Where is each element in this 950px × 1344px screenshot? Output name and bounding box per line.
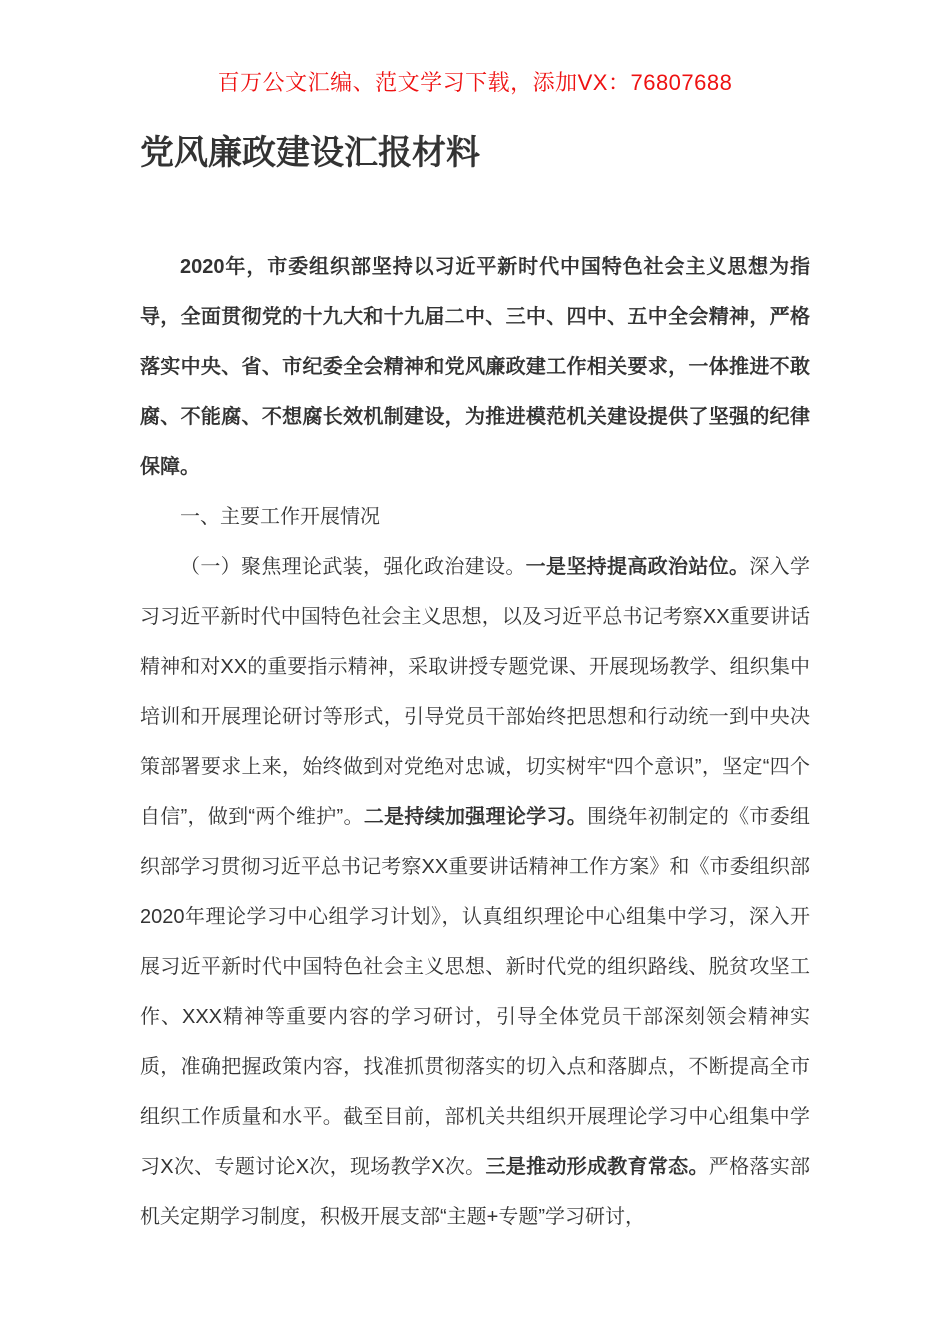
text-run: 严格落实部机关定期学习制度，积极开展支部“主题+专题”学习研讨， <box>140 1156 811 1228</box>
document-body <box>140 242 810 1242</box>
paragraph <box>140 542 810 1242</box>
text-run: 2020年，市委组织部坚持以习近平新时代中国特色社会主义思想为指导，全面贯彻党的十九大和十九届二中、三中、四中、五中全会精神，严格落实中央、省、市纪委全会精神和党风廉政建工作相关要求，一体推进不敢腐、不能腐、不想腐长效机制建设，为推进模范机关建设提供了坚强的纪律保障。 <box>140 256 810 478</box>
paragraph <box>140 242 810 492</box>
text-run: 围绕年初制定的《市委组织部学习贯彻习近平总书记考察XX重要讲话精神工作方案》和《市委组织部2020年理论学习中心组学习计划》，认真组织理论中心组集中学习，深入开展习近平新时代中国特色社会主义思想、新时代党的组织路线、脱贫攻坚工作、XXX精神等重要内容的学习研讨，引导全体党员干部深刻领会精神实质，准确把握政策内容，找准抓贯彻落实的切入点和落脚点，不断提高全市组织工作质量和水平。截至目前，部机关共组织开展理论学习中心组集中学习X次、专题讨论X次，现场教学X次。 <box>140 806 811 1178</box>
text-run: 一、主要工作开展情况 <box>180 506 380 528</box>
page-title: 党风廉政建设汇报材料 <box>140 135 480 172</box>
paragraph <box>140 492 810 542</box>
header-promo-note: 百万公文汇编、范文学习下载，添加VX：76807688 <box>217 70 733 95</box>
text-run: 三是推动形成教育常态。 <box>485 1156 709 1178</box>
text-run: （一）聚焦理论武装，强化政治建设。 <box>180 556 526 578</box>
text-run: 深入学习习近平新时代中国特色社会主义思想，以及习近平总书记考察XX重要讲话精神和对XX的重要指示精神，采取讲授专题党课、开展现场教学、组织集中培训和开展理论研讨等形式，引导党员干部始终把思想和行动统一到中央决策部署要求上来，始终做到对党绝对忠诚，切实树牢“四个意识”，坚定“四个自信”，做到“两个维护”。 <box>140 556 811 828</box>
text-run: 一是坚持提高政治站位。 <box>525 556 750 578</box>
text-run: 二是持续加强理论学习。 <box>363 806 588 828</box>
